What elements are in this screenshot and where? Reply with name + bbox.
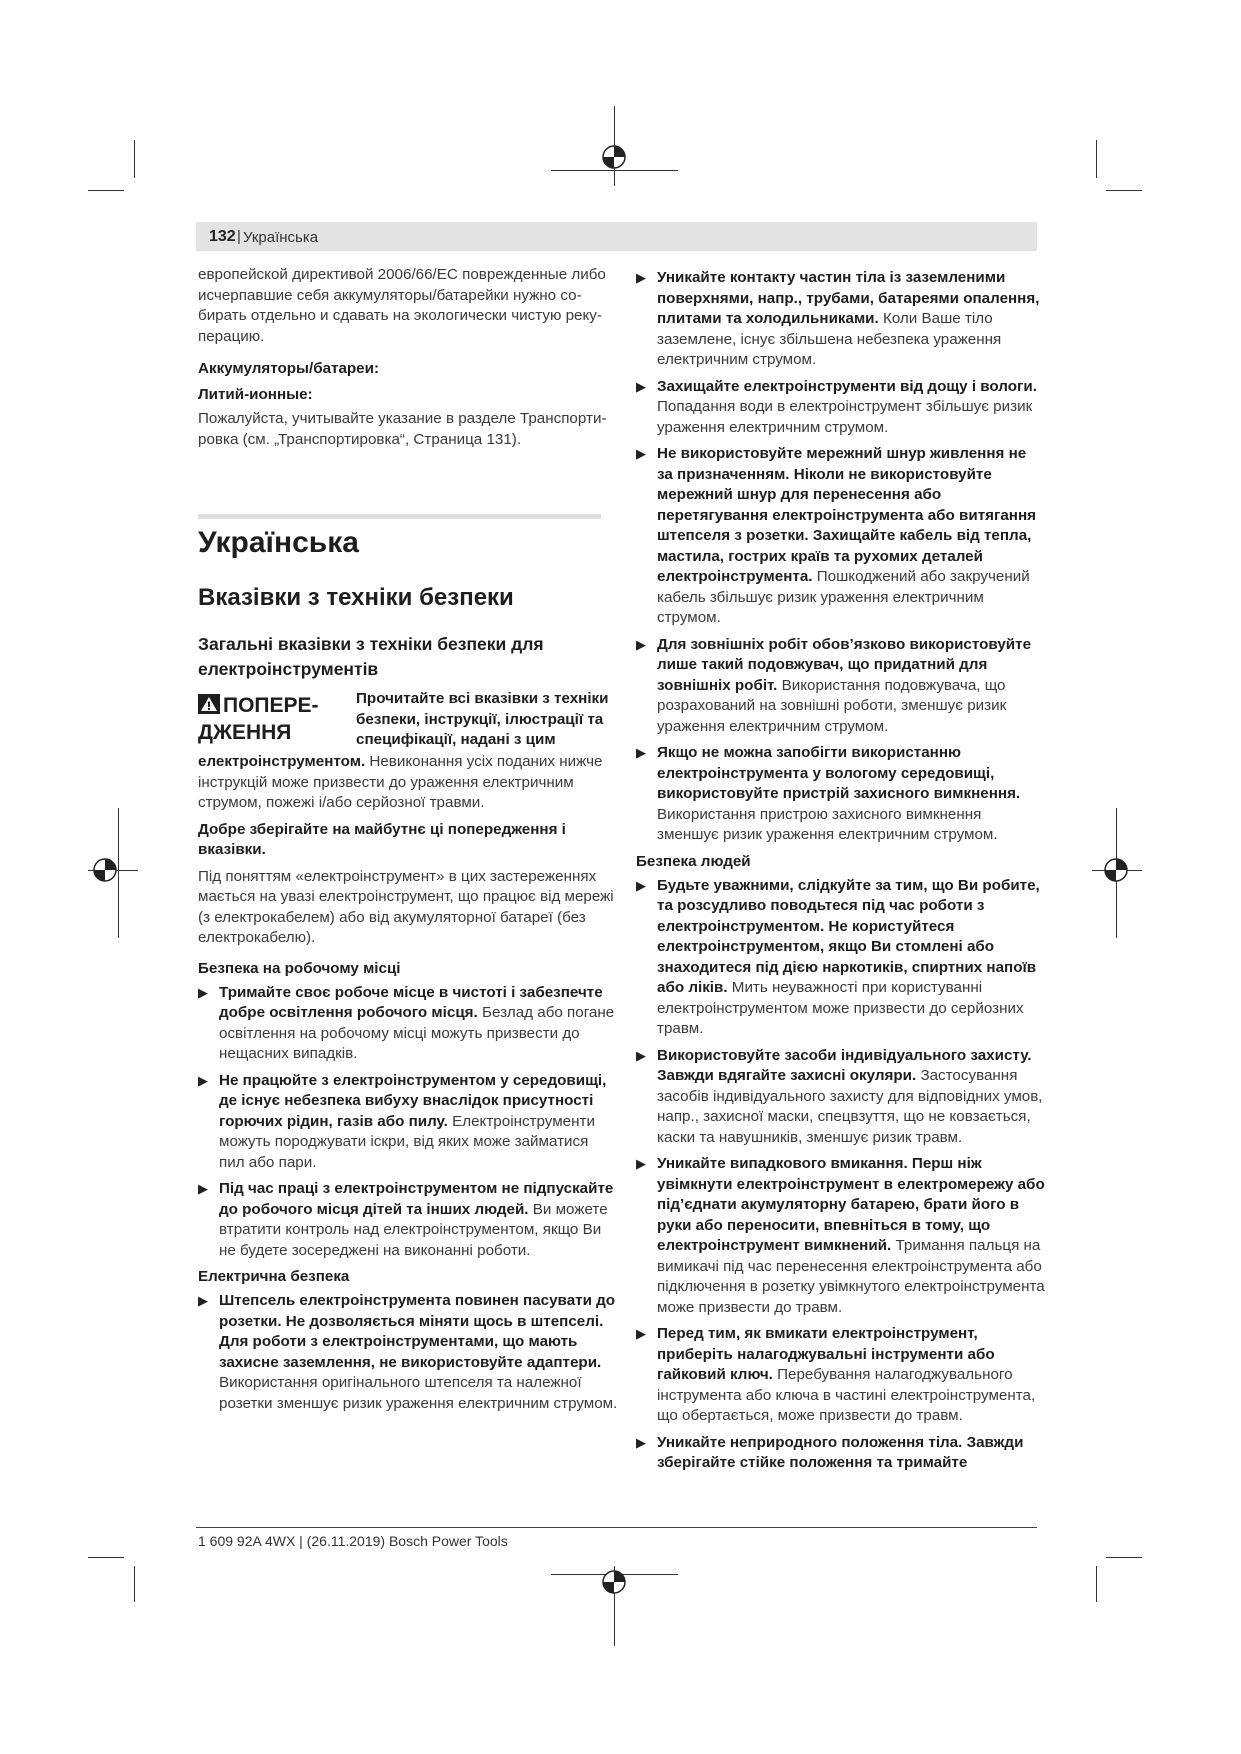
item-bold: Використовуйте засоби індивідуального захисту. Завжди вдягайте захисні окуляри. — [657, 1046, 1032, 1084]
workplace-list — [198, 983, 618, 1262]
registration-target-icon — [92, 857, 118, 883]
registration-line — [118, 808, 119, 938]
item-text: Безлад або погане освітлення на робочому місці можуть призвести до нещасних випадків. — [219, 1004, 615, 1062]
footer-rule — [196, 1527, 1037, 1528]
item-text: Електроінструменти можуть породжувати іскри, від яких може займатися пил або пари. — [219, 1112, 595, 1171]
list-item — [198, 1291, 618, 1414]
item-bold: Уникайте випадкового вмикання. Перш ніж увімкнути електроінструмент в електромережу або під’єднати акумуляторну батарею, брати його в руки або переносити, впевніться в тому, що електроінструмент вимкнений. — [657, 1155, 1045, 1254]
bullet-icon: ▶ — [636, 446, 646, 461]
bullet-icon: ▶ — [636, 1047, 646, 1063]
list-item — [636, 635, 1046, 738]
bullet-icon: ▶ — [636, 378, 646, 394]
transport-note: Пожалуйста, учитывайте указание в разделе Транспортировка (см. „Транспортировка“, Страница 131). — [198, 410, 607, 448]
item-text: Попадання води в електроінструмент збільшує ризик ураження електричним струмом. — [657, 398, 1033, 436]
list-item — [636, 1433, 1046, 1474]
item-bold: Не використовуйте мережний шнур живлення не за призначенням. Ніколи не використовуйте мережний шнур для перенесення або перетягування електроінструмента або витягання штепселя з розетки. Захищайте кабель від тепла, мастила, гострих країв та рухомих деталей електроінструмента. — [657, 445, 1036, 585]
item-text: Тримання пальця на вимикачі під час перенесення електроінструмента або підключення в розетку увімкнутого електроінструмента може призвести до травм. — [657, 1237, 1045, 1316]
bullet-icon: ▶ — [636, 877, 646, 893]
workplace-heading: Безпека на робочому місці — [198, 959, 401, 977]
header-language: Українська — [243, 229, 319, 246]
item-bold: Уникайте контакту частин тіла із заземленими поверхнями, напр., трубами, батареями опалення, плитами та холодильниками. — [657, 269, 1040, 327]
bullet-icon: ▶ — [636, 270, 646, 285]
crop-mark — [1106, 1557, 1142, 1558]
lithium-heading: Литий-ионные: — [198, 386, 313, 403]
warning-continuation — [198, 752, 618, 814]
intro-block — [198, 265, 608, 456]
warning-label: ПОПЕРЕДЖЕННЯ — [198, 694, 319, 744]
item-bold: Штепсель електроінструмента повинен пасувати до розетки. Не дозволяється міняти щось в штепселі. Для роботи з електроінструментами, що мають захисне заземлення, не використовуйте адаптери. — [219, 1292, 616, 1371]
warning-continuation-text: Невиконання усіх поданих нижче інструкцій може призвести до ураження електричним струмом, пожежі і/або серйозної травми. — [198, 753, 603, 811]
item-text: Ви можете втратити контроль над електроінструментом, якщо Ви не будете зосереджені на виконанні роботи. — [219, 1200, 608, 1259]
crop-mark — [1096, 1566, 1097, 1602]
list-item — [636, 743, 1046, 846]
section-title: Вказівки з техніки безпеки — [198, 584, 514, 611]
item-bold: Під час праці з електроінструментом не підпускайте до робочого місця дітей та інших людей. — [219, 1180, 614, 1218]
batteries-heading: Аккумуляторы/батареи: — [198, 360, 380, 377]
keep-instructions-note: Добре зберігайте на майбутнє ці попередження і вказівки. — [198, 820, 566, 858]
item-bold: Для зовнішніх робіт обов’язково використовуйте лише такий подовжувач, що придатний для зовнішніх робіт. — [657, 635, 1032, 694]
bullet-icon: ▶ — [198, 1072, 208, 1088]
item-text: Використання пристрою захисного вимкнення зменшує ризик ураження електричним струмом. — [657, 805, 998, 843]
electrical-list — [198, 1291, 618, 1414]
item-text: Використання оригінального штепселя та належної розетки зменшує ризик ураження електричним струмом. — [219, 1374, 618, 1412]
bullet-icon: ▶ — [636, 636, 646, 652]
item-bold: Будьте уважними, слідкуйте за тим, що Ви робите, та розсудливо поводьтеся під час роботи з електроінструментом. Не користуйтеся електроінструментом, якщо Ви стомлені або знаходитеся під дією наркотиків, спиртних напоїв або ліків. — [657, 876, 1040, 996]
list-item — [636, 444, 1046, 629]
item-bold: Якщо не можна запобігти використанню електроінструмента у вологому середовищі, використовуйте пристрій захисного вимкнення. — [657, 744, 1021, 802]
bullet-icon: ▶ — [636, 1156, 646, 1171]
registration-target-icon — [601, 144, 627, 170]
left-column-body — [198, 752, 618, 1420]
item-text: Перебування налагоджувального інструмента або ключа в частині електроінструмента, що обертається, може призвести до травм. — [657, 1366, 1036, 1424]
list-item — [636, 377, 1046, 439]
item-bold: Уникайте неприродного положення тіла. Завжди зберігайте стійке положення та тримайте — [657, 1433, 1024, 1471]
item-text: Коли Ваше тіло заземлене, існує збільшена небезпека ураження електричним струмом. — [657, 310, 1002, 368]
list-item — [636, 876, 1046, 1040]
right-column-body — [636, 268, 1046, 1480]
crop-mark — [88, 190, 124, 191]
list-item — [198, 1179, 618, 1261]
footer-text: 1 609 92A 4WX | (26.11.2019) Bosch Power Tools — [198, 1533, 508, 1549]
bullet-icon: ▶ — [636, 1434, 646, 1450]
page-header-bar — [196, 222, 1037, 251]
crop-mark — [1096, 140, 1097, 178]
warning-triangle-icon — [198, 694, 220, 714]
header-separator: | — [237, 228, 241, 245]
language-title: Українська — [198, 526, 359, 559]
item-text: Мить неуважності при користуванні електроінструментом може призвести до серйозних травм. — [657, 979, 1024, 1037]
item-bold: Тримайте своє робоче місце в чистоті і забезпечте добре освітлення робочого місця. — [219, 983, 603, 1021]
personal-safety-list — [636, 876, 1046, 1474]
item-bold: Перед тим, як вмикати електроінструмент, приберіть налагоджувальні інструменти або гайковий ключ. — [657, 1325, 995, 1383]
crop-mark — [134, 1566, 135, 1602]
section-divider — [198, 514, 601, 519]
crop-mark — [1106, 190, 1142, 191]
registration-target-icon — [601, 1569, 627, 1595]
personal-safety-heading: Безпека людей — [636, 852, 751, 870]
item-bold: Не працюйте з електроінструментом у середовищі, де існує небезпека вибуху внаслідок присутності горючих рідин, газів або пилу. — [219, 1071, 607, 1130]
list-item — [636, 1324, 1046, 1427]
bullet-icon: ▶ — [198, 984, 208, 1000]
electrical-heading: Електрична безпека — [198, 1268, 350, 1285]
subsection-title: Загальні вказівки з техніки безпеки для електроінструментів — [198, 634, 544, 679]
list-item — [636, 268, 1046, 371]
list-item — [636, 1154, 1046, 1318]
warning-label-block — [198, 692, 328, 746]
bullet-icon: ▶ — [198, 1293, 208, 1308]
power-tool-definition: Під поняттям «електроінструмент» в цих застереженнях мається на увазі електроінструмент, що працює від мережі (з електрокабелем) або від акумуляторної батареї (без електрокабелю). — [198, 867, 614, 946]
crop-mark — [134, 140, 135, 178]
registration-target-icon — [1103, 857, 1129, 883]
electrical-list-continued — [636, 268, 1046, 846]
item-text: Пошкоджений або закручений кабель збільшує ризик ураження електричним струмом. — [657, 568, 1030, 626]
bullet-icon: ▶ — [636, 745, 646, 760]
item-text: Застосування засобів індивідуального захисту для відповідних умов, напр., захисної маски, спецвзуття, що не ковзається, каски та навушників, зменшує ризик травм. — [657, 1067, 1043, 1146]
crop-mark — [88, 1557, 124, 1558]
bullet-icon: ▶ — [636, 1326, 646, 1341]
list-item — [198, 1071, 618, 1174]
list-item — [198, 983, 618, 1065]
warning-continuation-bold: електроінструментом. — [198, 753, 366, 770]
bullet-icon: ▶ — [198, 1181, 208, 1196]
item-bold: Захищайте електроінструменти від дощу і вологи. — [657, 377, 1037, 395]
intro-paragraph: европейской директивой 2006/66/EC поврежденные либо исчерпавшие себя аккумуляторы/батарейки нужно собирать отдельно и сдавать на экологически чистую рекуперацию. — [198, 266, 606, 345]
registration-line — [551, 170, 678, 171]
warning-text: Прочитайте всі вказівки з техніки безпеки, інструкції, ілюстрації та специфікації, надані з цим — [356, 690, 609, 748]
item-text: Використання подовжувача, що розрахований на зовнішні роботи, зменшує ризик ураження електричним струмом. — [657, 676, 1007, 735]
page-number: 132 — [209, 228, 236, 245]
list-item — [636, 1046, 1046, 1149]
